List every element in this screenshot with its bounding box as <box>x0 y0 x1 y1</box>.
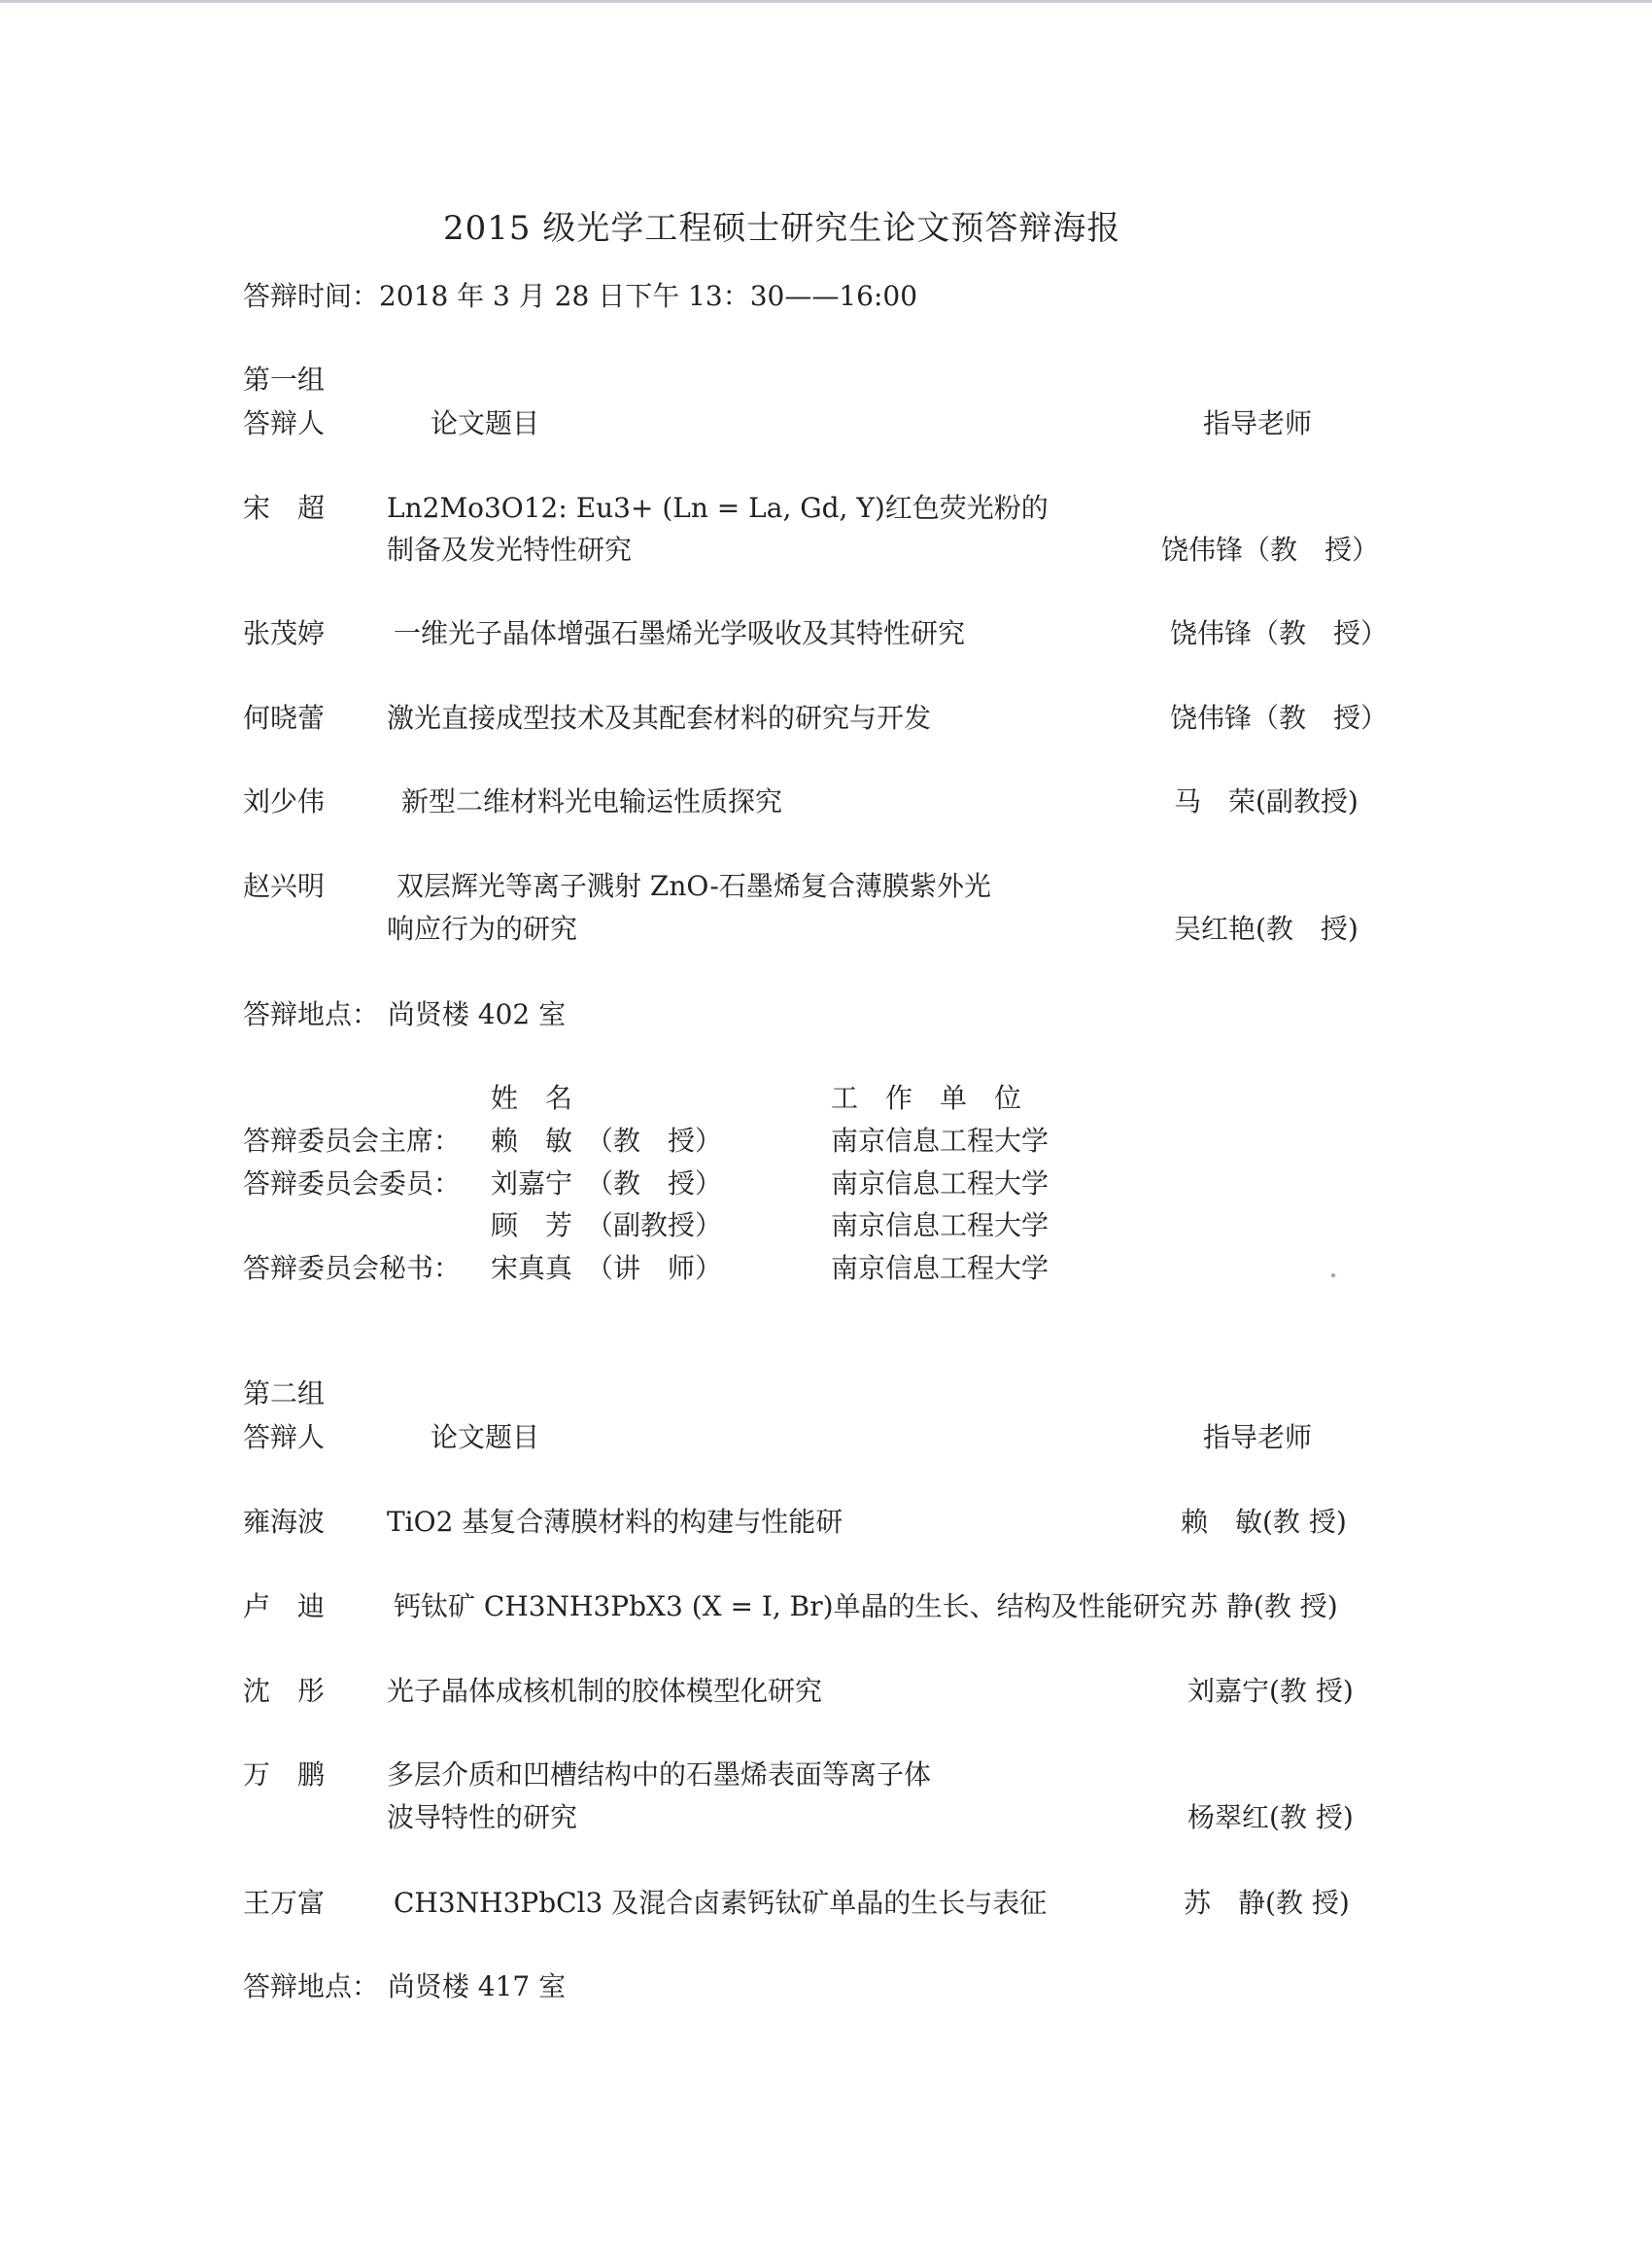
group1-location: 答辩地点： 尚贤楼 402 室 <box>243 998 567 1030</box>
table-row-topic: TiO2 基复合薄膜材料的构建与性能研 <box>387 1506 843 1538</box>
table-row-topic-cont: 波导特性的研究 <box>387 1801 578 1833</box>
table-row-name: 张茂婷 <box>243 617 326 649</box>
table-row-advisor: 吴红艳(教 授) <box>1174 913 1359 945</box>
table-row-advisor: 刘嘉宁(教 授) <box>1187 1675 1354 1707</box>
table-row-topic: 多层介质和凹槽结构中的石墨烯表面等离子体 <box>387 1758 932 1791</box>
defense-time: 答辩时间：2018 年 3 月 28 日下午 13：30——16:00 <box>243 280 918 312</box>
table-row-name: 何晓蕾 <box>243 702 326 734</box>
table-row-advisor: 饶伟锋（教 授） <box>1170 617 1389 649</box>
group2-header-advisor: 指导老师 <box>1203 1421 1313 1453</box>
committee-header-name: 姓 名 <box>491 1082 573 1114</box>
scan-speck <box>1331 1273 1335 1277</box>
table-row-topic: 光子晶体成核机制的胶体模型化研究 <box>387 1675 823 1707</box>
table-row-name: 沈 彤 <box>243 1675 326 1707</box>
committee-member-name: 顾 芳 （副教授） <box>491 1209 723 1241</box>
table-row-topic-cont: 制备及发光特性研究 <box>387 534 633 566</box>
table-row-topic: 双层辉光等离子溅射 ZnO-石墨烯复合薄膜紫外光 <box>396 870 991 902</box>
table-row-topic: 激光直接成型技术及其配套材料的研究与开发 <box>387 702 932 734</box>
committee-member-name: 刘嘉宁 （教 授） <box>491 1167 723 1200</box>
committee-member-unit: 南京信息工程大学 <box>831 1167 1050 1200</box>
table-row-advisor: 杨翠红(教 授) <box>1187 1801 1354 1833</box>
committee-role: 答辩委员会主席： <box>243 1125 462 1157</box>
scan-edge <box>0 0 1652 3</box>
table-row-topic: 钙钛矿 CH3NH3PbX3 (X = I, Br)单晶的生长、结构及性能研究 <box>394 1590 1187 1622</box>
group1-header-student: 答辩人 <box>243 407 326 439</box>
table-row-advisor: 饶伟锋（教 授） <box>1161 534 1380 566</box>
group2-header-topic: 论文题目 <box>430 1421 540 1453</box>
table-row-advisor: 苏 静(教 授) <box>1184 1887 1350 1919</box>
table-row-name: 万 鹏 <box>243 1758 326 1791</box>
committee-header-unit: 工 作 单 位 <box>831 1082 1022 1114</box>
table-row-name: 卢 迪 <box>243 1590 326 1622</box>
table-row-topic: Ln2Mo3O12: Eu3+ (Ln = La, Gd, Y)红色荧光粉的 <box>387 492 1049 524</box>
table-row-name: 雍海波 <box>243 1506 326 1538</box>
committee-member-name: 宋真真 （讲 师） <box>491 1252 723 1284</box>
table-row-advisor: 苏 静(教 授) <box>1190 1590 1338 1622</box>
committee-role: 答辩委员会委员： <box>243 1167 462 1200</box>
group1-header-advisor: 指导老师 <box>1203 407 1313 439</box>
table-row-topic: CH3NH3PbCl3 及混合卤素钙钛矿单晶的生长与表征 <box>394 1887 1048 1919</box>
committee-member-unit: 南京信息工程大学 <box>831 1252 1050 1284</box>
committee-role: 答辩委员会秘书： <box>243 1252 462 1284</box>
table-row-topic-cont: 响应行为的研究 <box>387 913 578 945</box>
group1-label: 第一组 <box>243 364 326 396</box>
group2-location: 答辩地点： 尚贤楼 417 室 <box>243 1970 567 2002</box>
group2-header-student: 答辩人 <box>243 1421 326 1453</box>
table-row-name: 赵兴明 <box>243 870 326 902</box>
table-row-name: 王万富 <box>243 1887 326 1919</box>
table-row-name: 宋 超 <box>243 492 326 524</box>
committee-member-unit: 南京信息工程大学 <box>831 1209 1050 1241</box>
table-row-topic: 一维光子晶体增强石墨烯光学吸收及其特性研究 <box>394 617 966 649</box>
table-row-advisor: 饶伟锋（教 授） <box>1170 702 1389 734</box>
table-row-topic: 新型二维材料光电输运性质探究 <box>401 785 783 817</box>
group2-label: 第二组 <box>243 1377 326 1409</box>
table-row-advisor: 马 荣(副教授) <box>1174 785 1359 817</box>
page-title: 2015 级光学工程硕士研究生论文预答辩海报 <box>443 209 1121 248</box>
committee-member-unit: 南京信息工程大学 <box>831 1125 1050 1157</box>
committee-member-name: 赖 敏 （教 授） <box>491 1125 723 1157</box>
table-row-name: 刘少伟 <box>243 785 326 817</box>
group1-header-topic: 论文题目 <box>430 407 540 439</box>
table-row-advisor: 赖 敏(教 授) <box>1181 1506 1347 1538</box>
